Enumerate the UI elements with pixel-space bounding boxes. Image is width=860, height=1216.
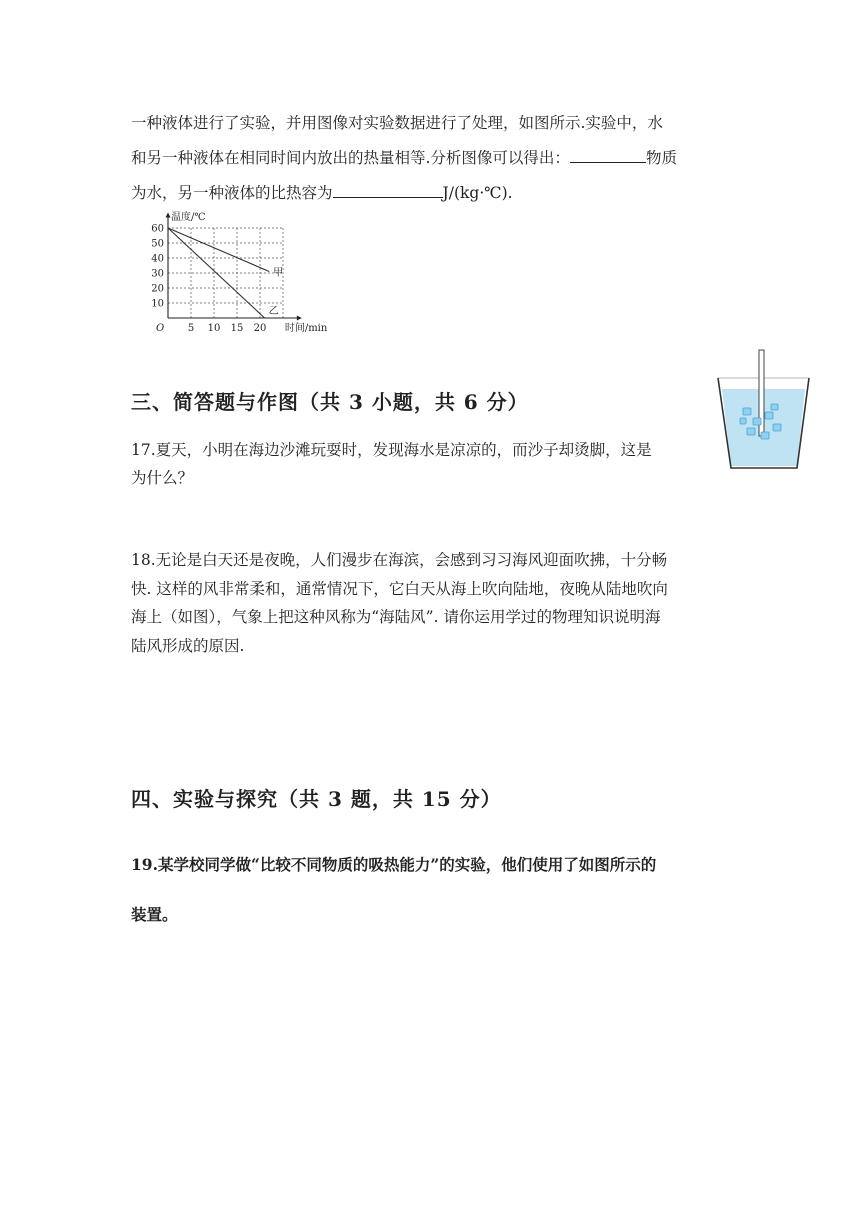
chart-axes (166, 213, 302, 321)
q18-line3: 海上（如图），气象上把这种风称为“海陆风”. 请你运用学过的物理知识说明海 (131, 608, 661, 626)
series-line-2 (168, 228, 265, 318)
x-tick-label: 10 (207, 323, 221, 334)
y-tick-label: 60 (151, 223, 164, 235)
y-axis-arrow (166, 213, 171, 218)
y-tick-label: 30 (151, 268, 164, 280)
y-tick-label: 20 (151, 283, 164, 295)
series-label: 乙 (268, 306, 279, 317)
series-label: 甲 (273, 267, 284, 279)
q19-line1: 19.某学校同学做“比较不同物质的吸热能力”的实验，他们使用了如图所示的 (131, 855, 657, 874)
q17-text (131, 436, 731, 492)
q19-line2: 装置。 (131, 905, 178, 924)
q18-text (131, 546, 731, 660)
x-tick-label: 15 (230, 323, 244, 334)
chart-series (168, 228, 269, 318)
series-line-1 (168, 228, 269, 272)
q16-line3: 为水，另一种液体的比热容为 J/(kg·℃). (131, 176, 731, 211)
section-3-heading: 三、简答题与作图（共 3 小题，共 6 分） (131, 390, 529, 414)
answer-blank-substance[interactable] (570, 144, 646, 163)
y-tick-label: 50 (151, 238, 164, 250)
y-tick-label: 10 (151, 298, 164, 310)
chart-labels (151, 210, 328, 334)
q17-line2: 为什么？ (131, 469, 194, 487)
x-tick-label: 20 (253, 323, 267, 334)
x-axis-label: 时间/min (284, 323, 328, 334)
y-axis-label: 温度/℃ (171, 212, 206, 223)
q18-line4: 陆风形成的原因. (131, 636, 245, 655)
section-4-heading: 四、实验与探究（共 3 题，共 15 分） (131, 787, 502, 811)
q18-line2: 快. 这样的风非常柔和，通常情况下，它白天从海上吹向陆地，夜晚从陆地吹向 (131, 579, 668, 598)
q16-line2: 和另一种液体在相同时间内放出的热量相等.分析图像可以得出： 物质 (131, 141, 731, 176)
q17-line1: 17.夏天，小明在海边沙滩玩耍时，发现海水是凉凉的，而沙子却烫脚，这是 (131, 441, 652, 459)
chart-grid (168, 228, 283, 318)
x-tick-label: O (156, 323, 165, 334)
x-axis-arrow (297, 316, 302, 321)
q18-line1: 18.无论是白天还是夜晚，人们漫步在海滨，会感到习习海风迎面吹拂，十分畅 (131, 551, 668, 569)
temperature-time-chart (140, 210, 360, 335)
q16-line1: 一种液体进行了实验，并用图像对实验数据进行了处理，如图所示.实验中，水 (131, 114, 663, 132)
answer-blank-specific-heat[interactable] (333, 179, 443, 198)
q16-text (131, 106, 731, 211)
q19-text (131, 840, 731, 940)
x-tick-label: 5 (187, 323, 195, 334)
y-tick-label: 40 (151, 253, 164, 265)
